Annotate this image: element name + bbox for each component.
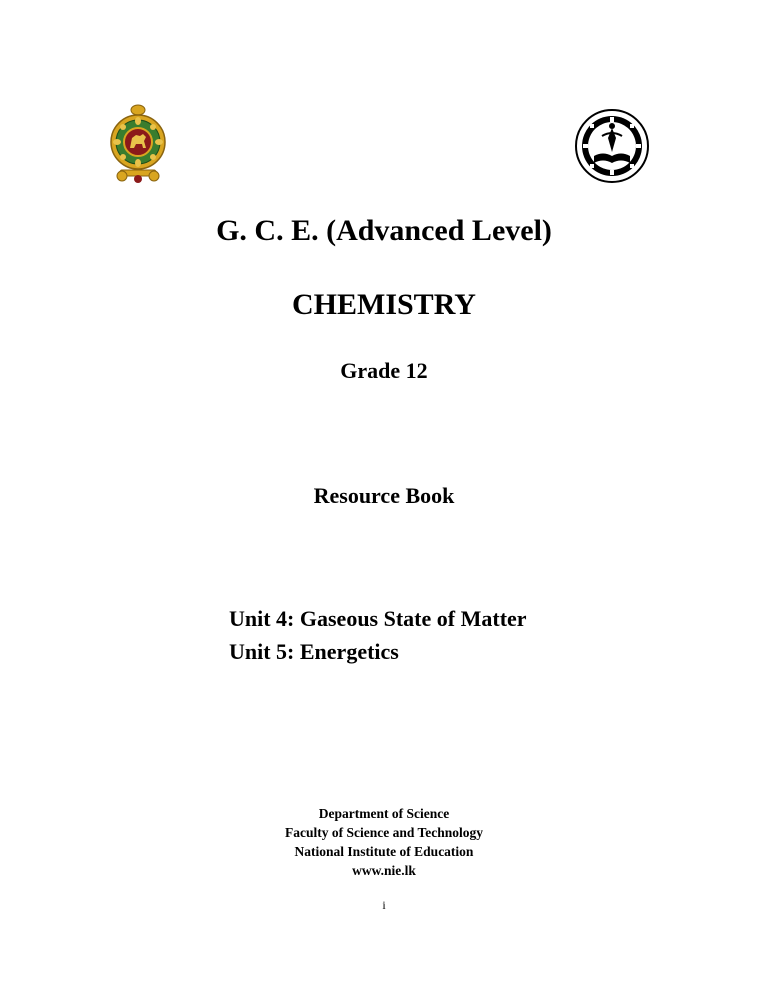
- grade-label: Grade 12: [340, 358, 428, 383]
- page-number: i: [382, 898, 386, 912]
- department-name: Department of Science: [318, 806, 450, 821]
- unit-5-title: Unit 5: Energetics: [229, 639, 399, 664]
- state-emblem-icon: [106, 104, 170, 184]
- faculty-name: Faculty of Science and Technology: [284, 825, 483, 840]
- book-type-label: Resource Book: [313, 483, 455, 508]
- website-link[interactable]: www.nie.lk: [352, 863, 416, 878]
- unit-4-title: Unit 4: Gaseous State of Matter: [229, 606, 527, 631]
- nie-logo-icon: [574, 108, 650, 184]
- institute-name: National Institute of Education: [294, 844, 474, 859]
- subject-title: CHEMISTRY: [292, 288, 476, 321]
- exam-title: G. C. E. (Advanced Level): [216, 214, 552, 247]
